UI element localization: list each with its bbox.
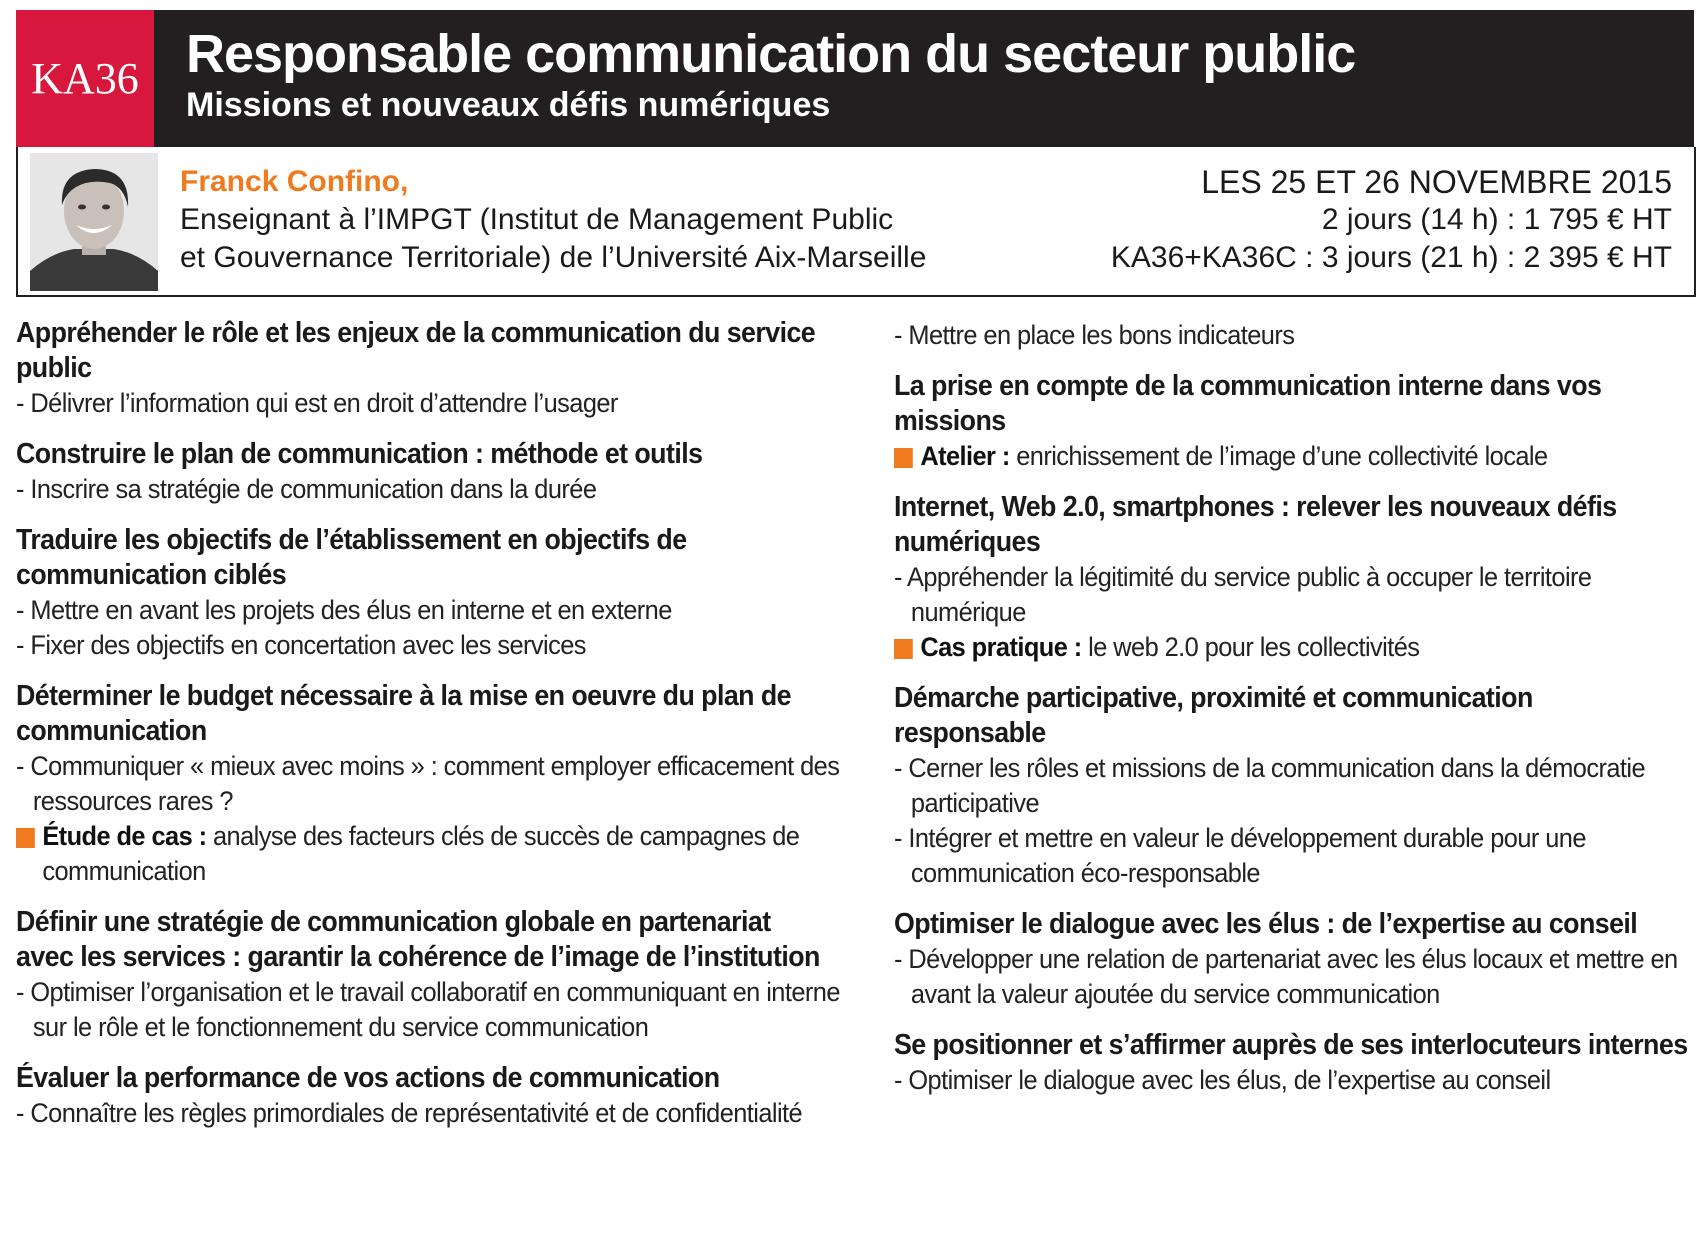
section-title: Internet, Web 2.0, smartphones : relever les nouveaux défis numériques xyxy=(894,491,1617,558)
workshop-text: enrichissement de l’image d’une collectivité locale xyxy=(1009,441,1548,471)
section-title: Démarche participative, proximité et communication responsable xyxy=(894,682,1533,749)
course-titles xyxy=(154,10,1355,147)
program-section xyxy=(16,679,840,889)
program-section xyxy=(16,1061,836,1131)
program-section xyxy=(16,523,836,663)
section-item: - Communiquer « mieux avec moins » : comment employer efficacement des ressources rares ? xyxy=(16,751,840,816)
case-study xyxy=(16,819,859,889)
practical-case-text: le web 2.0 pour les collectivités xyxy=(1081,632,1420,662)
trainer-photo xyxy=(30,153,158,291)
section-item: - Intégrer et mettre en valeur le développement durable pour une communication éco-responsable xyxy=(894,823,1586,888)
section-title: Définir une stratégie de communication globale en partenariat avec les services : garantir la cohérence de l’image de l’institution xyxy=(16,906,820,973)
program-left-column xyxy=(16,316,840,1147)
section-title: Déterminer le budget nécessaire à la mise en oeuvre du plan de communication xyxy=(16,680,791,747)
trainer-role-line1: Enseignant à l’IMPGT (Institut de Management Public xyxy=(180,203,894,236)
program-section xyxy=(894,1028,1694,1098)
practical-case-label: Cas pratique : xyxy=(920,632,1082,662)
trainer-block xyxy=(180,163,926,277)
section-item: - Délivrer l’information qui est en droit d’attendre l’usager xyxy=(16,388,618,418)
course-subtitle: Missions et nouveaux défis numériques xyxy=(186,86,831,124)
practical-case xyxy=(894,630,1704,665)
section-item: - Optimiser le dialogue avec les élus, de l’expertise au conseil xyxy=(894,1065,1551,1095)
case-study-text: analyse des facteurs clés de succès de campagnes de communication xyxy=(42,821,800,886)
trainer-name: Franck Confino, xyxy=(180,165,409,198)
program-section xyxy=(16,437,836,507)
section-item: - Mettre en avant les projets des élus en interne et en externe xyxy=(16,595,672,625)
section-item: - Développer une relation de partenariat avec les élus locaux et mettre en avant la valeur ajoutée du service communication xyxy=(894,944,1678,1009)
section-title: Optimiser le dialogue avec les élus : de l’expertise au conseil xyxy=(894,908,1638,940)
trainer-role-line2: et Gouvernance Territoriale) de l’Université Aix-Marseille xyxy=(180,241,927,274)
price-long: KA36+KA36C : 3 jours (21 h) : 2 395 € HT xyxy=(1110,241,1672,274)
program-section xyxy=(894,681,1694,891)
section-title: Évaluer la performance de vos actions de communication xyxy=(16,1062,720,1094)
course-title: Responsable communication du secteur public xyxy=(186,24,1356,84)
program-section xyxy=(894,907,1694,1012)
orange-square-icon xyxy=(16,828,35,848)
case-study-label: Étude de cas : xyxy=(42,821,207,851)
section-item: - Inscrire sa stratégie de communication dans la durée xyxy=(16,474,597,504)
program-right-column xyxy=(894,318,1694,1114)
section-item: - Fixer des objectifs en concertation avec les services xyxy=(16,630,586,660)
section-title: La prise en compte de la communication interne dans vos missions xyxy=(894,370,1602,437)
course-info-bar xyxy=(16,147,1696,297)
section-item: - Optimiser l’organisation et le travail collaboratif en communiquant en interne sur le rôle et le fonctionnement du service communication xyxy=(16,977,840,1042)
section-item: - Connaître les règles primordiales de représentativité et de confidentialité xyxy=(16,1098,803,1128)
course-code: KA36 xyxy=(16,10,154,147)
price-short: 2 jours (14 h) : 1 795 € HT xyxy=(1321,203,1672,236)
workshop xyxy=(894,439,1704,474)
section-title: Appréhender le rôle et les enjeux de la communication du service public xyxy=(16,317,816,384)
section-title: Construire le plan de communication : méthode et outils xyxy=(16,438,703,470)
section-title: Se positionner et s’affirmer auprès de ses interlocuteurs internes xyxy=(894,1029,1688,1061)
program-section xyxy=(16,905,840,1045)
section-item: - Mettre en place les bons indicateurs xyxy=(894,320,1295,350)
program-section xyxy=(894,369,1694,474)
program-section xyxy=(894,490,1694,665)
section-item: - Appréhender la légitimité du service public à occuper le territoire numérique xyxy=(894,562,1592,627)
section-title: Traduire les objectifs de l’établissement en objectifs de communication ciblés xyxy=(16,524,687,591)
schedule-block xyxy=(1111,163,1672,277)
workshop-label: Atelier : xyxy=(920,441,1010,471)
course-dates: LES 25 ET 26 NOVEMBRE 2015 xyxy=(1201,164,1672,200)
orange-square-icon xyxy=(894,448,913,468)
course-header xyxy=(16,10,1694,147)
orange-square-icon xyxy=(894,639,913,659)
program-section-continued xyxy=(894,318,1694,353)
program-section xyxy=(16,316,836,421)
section-item: - Cerner les rôles et missions de la communication dans la démocratie participative xyxy=(894,753,1646,818)
